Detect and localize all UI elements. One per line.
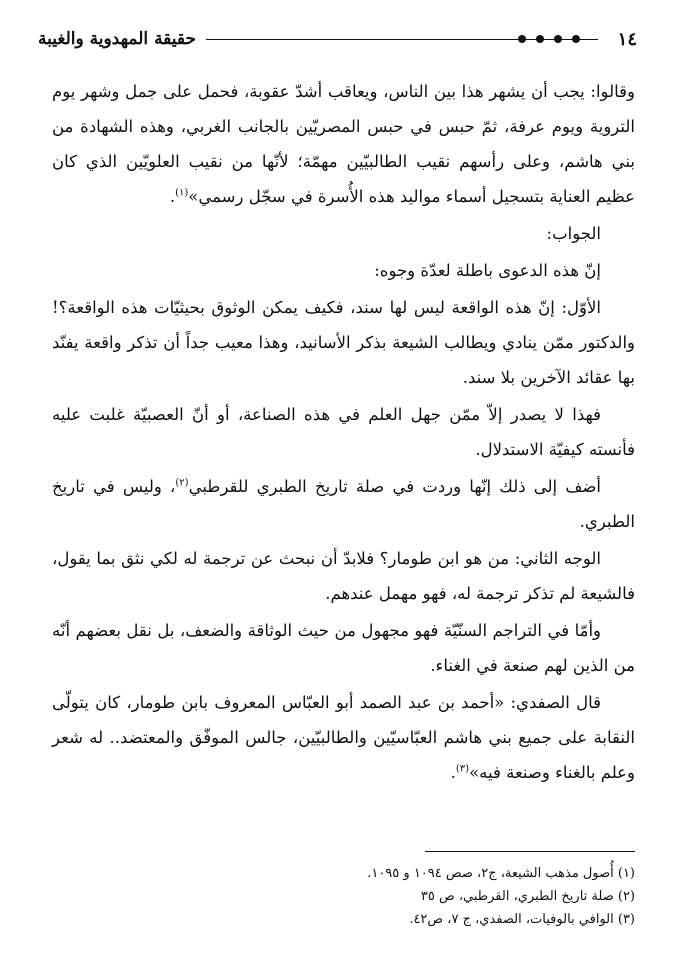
- page-body: [52, 74, 635, 792]
- paragraph-safadi-quote: [52, 685, 635, 790]
- paragraph-text: قال الصفدي: «أحمد بن عبد الصمد أبو العبّاس المعروف بابن طومار، كان يتولّى النقابة على جميع بني هاشم العبّاسيّين والطالبيّين، جالس الموفّق والمعتضد.. له شعر وعلم بالغناء وصنعة فيه»: [52, 693, 635, 782]
- paragraph-claim-intro: إنّ هذه الدعوى باطلة لعدّة وجوه:: [374, 261, 601, 280]
- ornament-dot: [572, 35, 580, 43]
- paragraph-second-point: الوجه الثاني: من هو ابن طومار؟ فلابدّ أن نبحث عن ترجمة له لكي نثق بما يقول، فالشيعة لم تذكر ترجمة له، فهو مهمل عندهم.: [52, 549, 635, 603]
- header-dots: [518, 35, 580, 43]
- paragraph-source-note: [52, 469, 635, 539]
- running-book-title: حقيقة المهدوية والغيبة: [38, 29, 197, 49]
- footnotes: [52, 862, 635, 931]
- footnote-3: (٣) الوافي بالوفيات، الصفدي، ج ٧، ص٤٢.: [409, 912, 635, 927]
- page-header: [38, 26, 637, 52]
- paragraph-tail: ، وليس في تاريخ الطبري.: [52, 477, 635, 531]
- paragraph-tail: .: [450, 763, 456, 782]
- paragraph-sunni-biographies: وأمّا في التراجم السنّيّة فهو مجهول من حيث الوثاقة والضعف، بل نقل بعضهم أنّه من الذين لهم صنعة في الغناء.: [52, 621, 635, 675]
- paragraph-quote-end: [52, 74, 635, 214]
- ornament-dot: [554, 35, 562, 43]
- paragraph-text: وقالوا: يجب أن يشهر هذا بين الناس، ويعاقب أشدّ عقوبة، فحمل على جمل وشهر يوم التروية ويوم عرفة، ثمّ حبس في حبس المصريّين بالجانب الغربي، وهذه الشهادة من بني هاشم، وعلى رأسهم نقيب الطالبيّين مهمّة؛ لأنّها من نقيب العلويّين الذي كان عظيم العناية بتسجيل أسماء مواليد هذه الأُسرة في سجّل رسمي»: [52, 82, 635, 206]
- paragraph-answer-heading: الجواب:: [546, 224, 601, 243]
- paragraph-tail: .: [169, 187, 176, 206]
- ornament-dot: [518, 35, 526, 43]
- footnote-ref-1: (١): [175, 187, 189, 199]
- footnote-2: (٢) صلة تاريخ الطبري، القرطبي، ص ٣٥: [420, 889, 635, 904]
- header-rule-ornament: [206, 33, 598, 45]
- ornament-dot: [536, 35, 544, 43]
- footnote-1: (١) أُصول مذهب الشيعة، ج٢، صص ١٠٩٤ و ١٠٩٥.: [367, 866, 635, 881]
- paragraph-first-point: الأوّل: إنّ هذه الواقعة ليس لها سند، فكيف يمكن الوثوق بحيثيّات هذه الواقعة؟! والدكتور ممّن ينادي ويطالب الشيعة بذكر الأسانيد، وهذا معيب جداً أن تذكر واقعة يفنّد بها عقائد الآخرين بلا سند.: [52, 298, 635, 387]
- paragraph-ignorance: فهذا لا يصدر إلاّ ممّن جهل العلم في هذه الصناعة، أو أنّ العصبيّة غلبت عليه فأنسته كيفيّة الاستدلال.: [52, 405, 635, 459]
- footnote-separator: [425, 851, 635, 852]
- footnote-ref-3: (٣): [455, 763, 470, 775]
- page-number: ١٤: [617, 28, 637, 50]
- paragraph-text: أضف إلى ذلك إنّها وردت في صلة تاريخ الطبري للقرطبي: [188, 477, 601, 496]
- footnote-ref-2: (٢): [175, 477, 189, 489]
